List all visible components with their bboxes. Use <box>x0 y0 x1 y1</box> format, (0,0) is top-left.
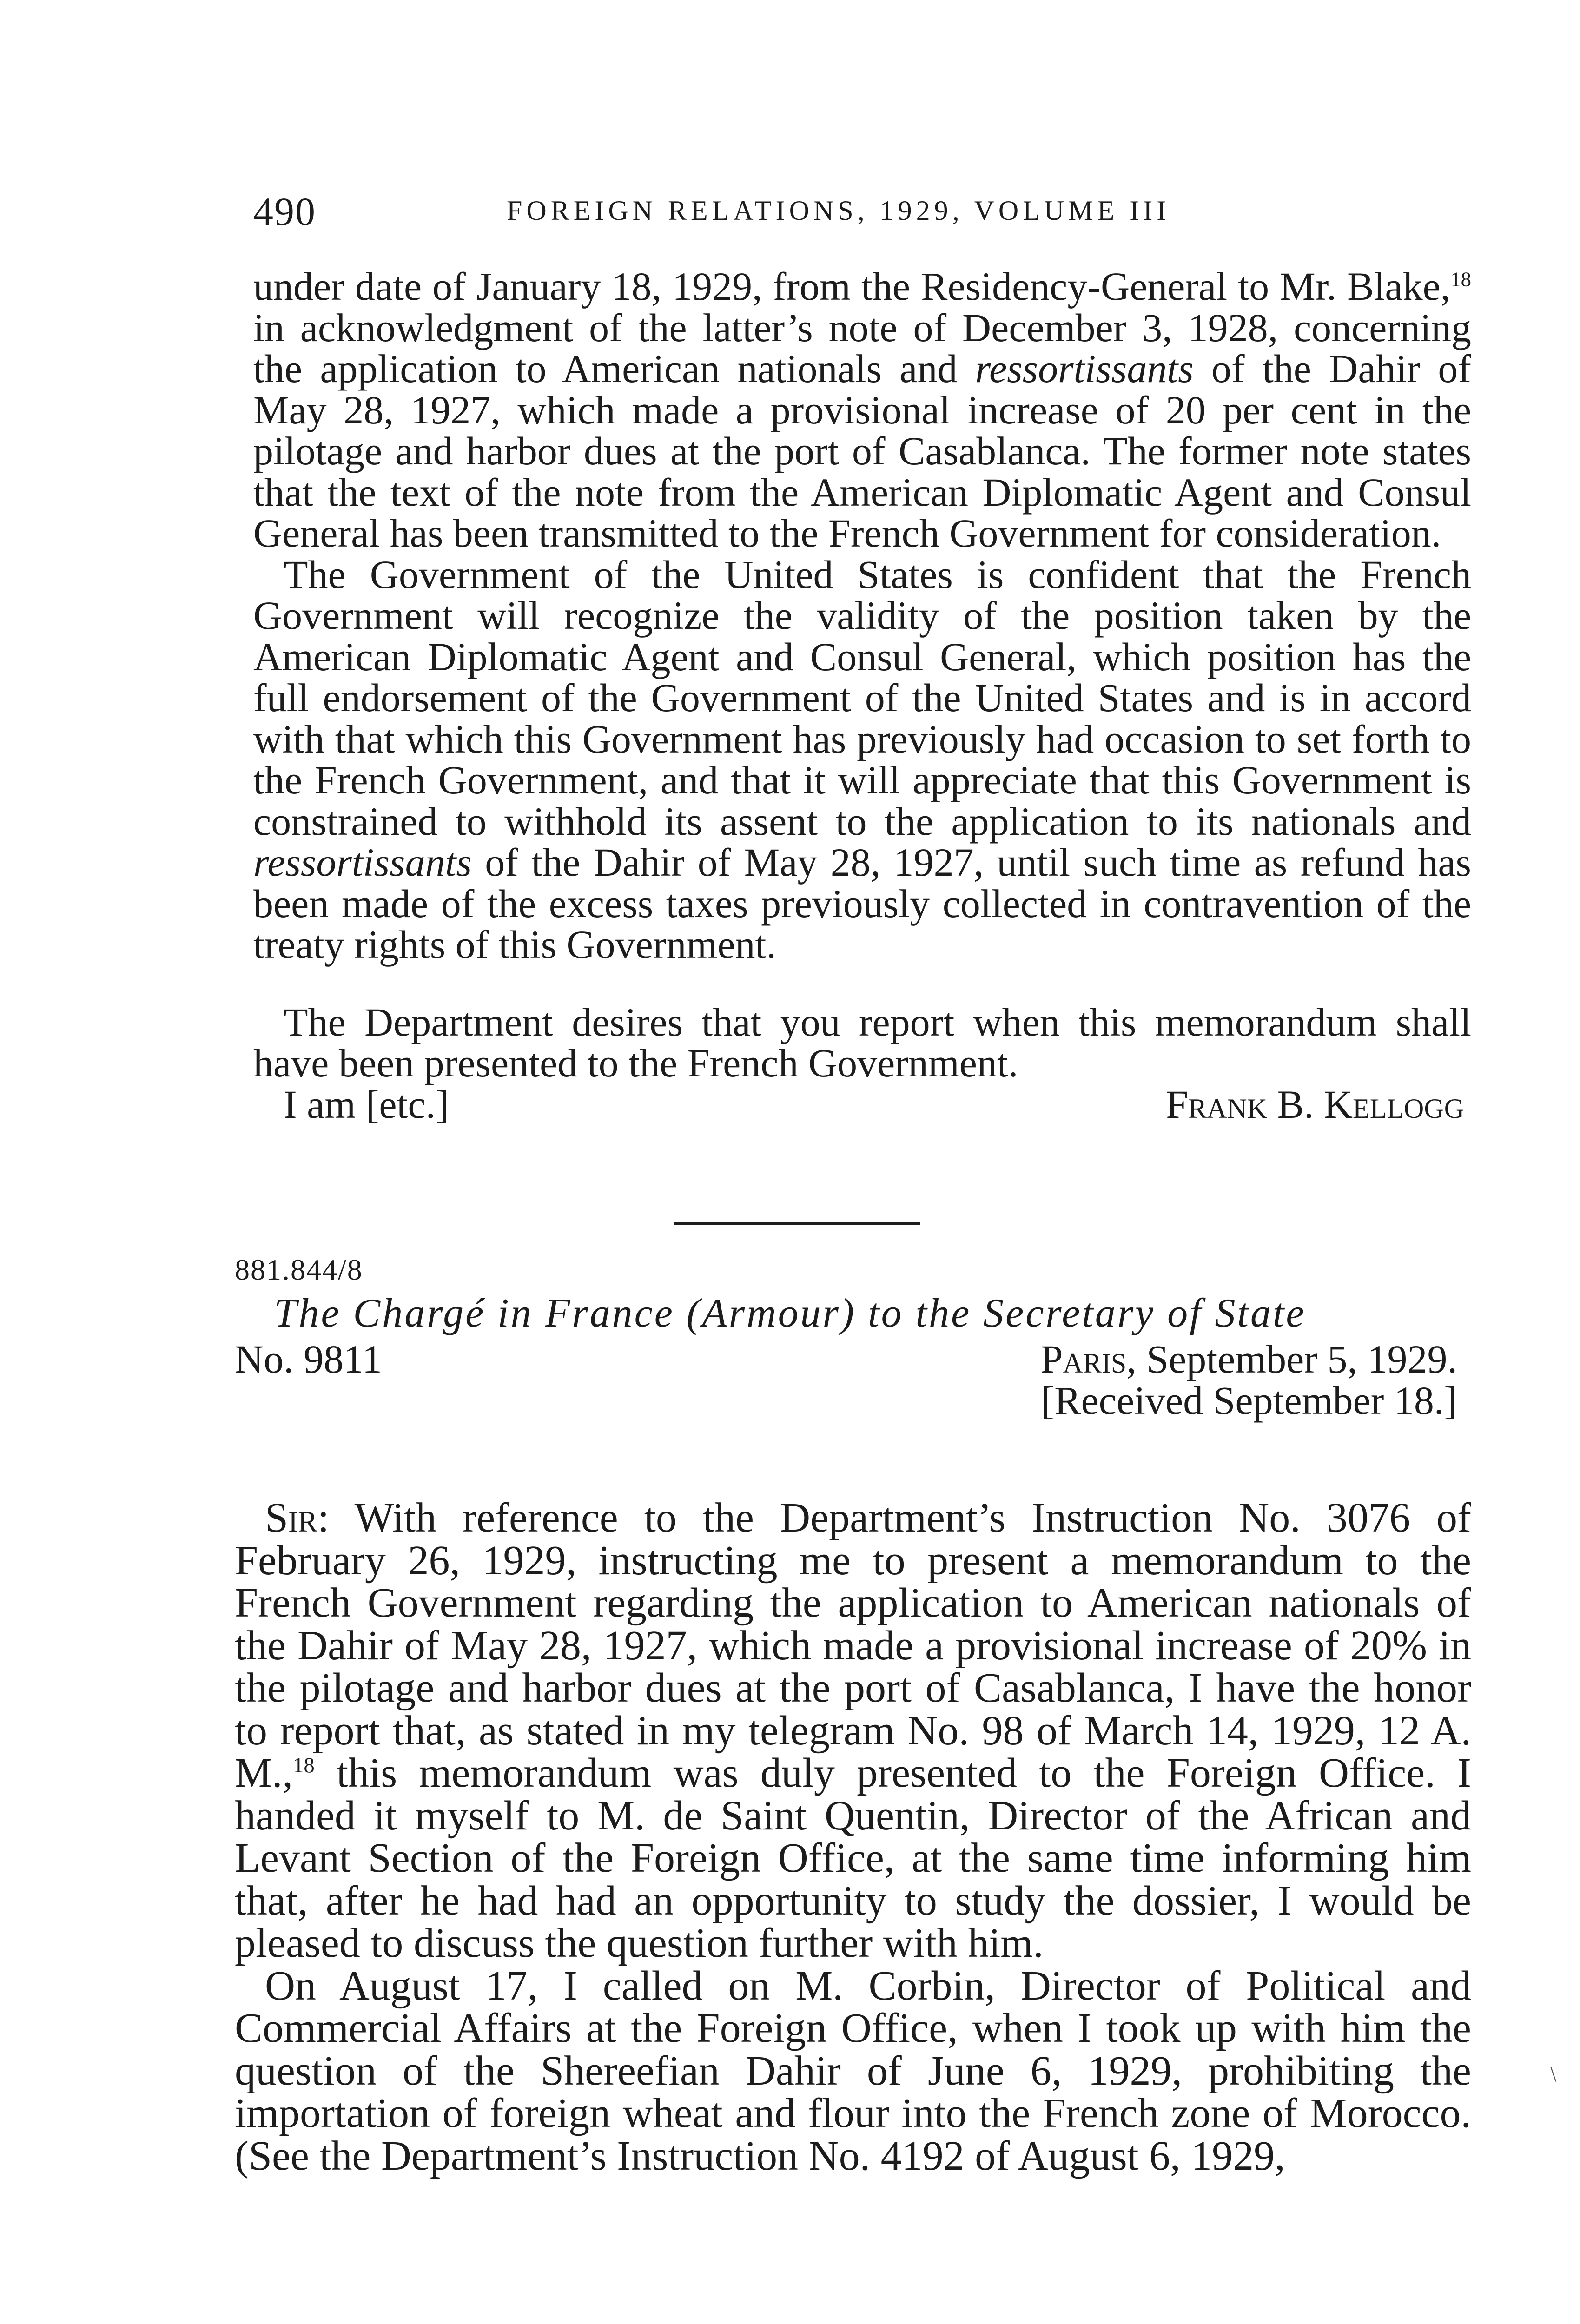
received-note: [Received September 18.] <box>1041 1378 1457 1423</box>
letter-body <box>235 1497 1471 2177</box>
page-number: 490 <box>253 189 316 234</box>
memorandum-paragraph: under date of January 18, 1929, from the Residency-General to Mr. Blake,$^{18}$ in acknowledgment of the latter’s note of December 3, 1928, concerning the application to American nationals and ressortissants of the Dahir of May 28, 1927, which made a provisional increase of 20 per cent in the pilotage and harbor dues at the port of Casablanca. The former note states that the text of the note from the American Diplomatic Agent and Consul General has been transmitted to the French Government for consideration. <box>253 264 1471 555</box>
letter-paragraph: Sir: With reference to the Department’s Instruction No. 3076 of February 26, 1929, instructing me to present a memorandum to the French Government regarding the application to American nationals of the Dahir of May 28, 1927, which made a provisional increase of 20% in the pilotage and harbor dues at the port of Casablanca, I have the honor to report that, as stated in my telegram No. 98 of March 14, 1929, 12 A. M.,$^{18}$ this memorandum was duly presented to the Foreign Office. I handed it myself to M. de Saint Quentin, Director of the African and Levant Section of the Foreign Office, at the same time informing him that, after he had had an opportunity to study the dossier, I would be pleased to discuss the question further with him. <box>235 1495 1471 1966</box>
closing-paragraph: The Department desires that you report when this memorandum shall have been presented to the French Government. <box>253 999 1471 1085</box>
document-number: No. 9811 <box>235 1337 382 1381</box>
date: , September 5, 1929. <box>1126 1337 1457 1381</box>
memorandum-text <box>253 266 1471 1125</box>
signature: Frank B. Kellogg <box>1166 1082 1464 1127</box>
letter-paragraph: On August 17, I called on M. Corbin, Director of Political and Commercial Affairs at the Foreign Office, when I took up with him the question of the Shereefian Dahir of June 6, 1929, prohibiting the importation of foreign wheat and flour into the French zone of Morocco. (See the Department’s Instruction No. 4192 of August 6, 1929, <box>235 1962 1471 2179</box>
footnote-ref: 18 <box>1450 267 1471 291</box>
running-title: FOREIGN RELATIONS, 1929, VOLUME III <box>507 195 1170 226</box>
document-dateline <box>235 1264 1471 1421</box>
memorandum-paragraph: The Government of the United States is confident that the French Government will recognize the validity of the position taken by the American Diplomatic Agent and Consul General, which position has the full endorsement of the Government of the United States and is in accord with that which this Government has previously had occasion to set forth to the French Government, and that it will appreciate that this Government is constrained to withhold its assent to the application to its nationals and ressortissants of the Dahir of May 28, 1927, until such time as refund has been made of the excess taxes previously collected in contravention of the treaty rights of this Government. <box>253 552 1471 967</box>
footnote-ref: 18 <box>293 1753 315 1777</box>
margin-mark: \ <box>1550 2062 1557 2086</box>
section-divider <box>674 1222 920 1225</box>
salutation: I am [etc.] <box>284 1082 449 1127</box>
document-title: The Chargé in France (Armour) to the Secretary of State <box>274 1291 1306 1336</box>
signature-line <box>253 1084 1471 1125</box>
salutation-sir: Sir <box>265 1495 318 1541</box>
place: Paris <box>1040 1337 1127 1381</box>
page-header <box>253 188 1464 239</box>
file-number: 881.844/8 <box>235 1253 363 1286</box>
